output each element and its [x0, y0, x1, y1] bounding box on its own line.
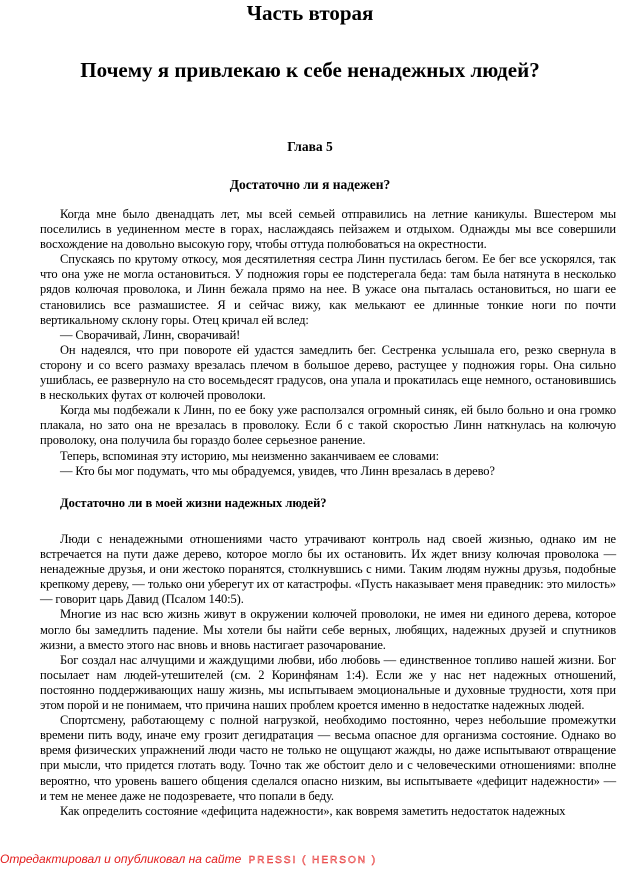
- paragraph: Люди с ненадежными отношениями часто утрачивают контроль над своей жизнью, однако им не встречается на пути даже дерево, которое могло бы их остановить. Их ждет внизу колючая проволока — ненадежные друзья, и они жестоко поранятся, столкнувшись с ними. Таким людям нужны друзья, подобные крепкому дереву, — только они уберегут их от катастрофы. «Пусть наказывает меня праведник: это милость» — говорит царь Давид (Псалом 140:5).: [40, 532, 616, 607]
- paragraph: — Кто бы мог подумать, что мы обрадуемся, увидев, что Линн врезалась в дерево?: [60, 463, 495, 478]
- paragraph: Как определить состояние «дефицита надежности», как вовремя заметить недостаток надежных: [60, 803, 566, 818]
- paragraph: Бог создал нас алчущими и жаждущими любви, ибо любовь — единственное топливо нашей жизни. Бог посылает нам людей-утешителей (см. 2 Коринфянам 1:4). Если же у нас нет надежных отношений, постоянно поддерживающих нашу жизнь, мы испытываем эмоциональные и духовные трудности, хотя при этом порой и не понимаем, что причина наших проблем кроется именно в недостатке надежных людей.: [40, 652, 616, 713]
- paragraph: Он надеялся, что при повороте ей удастся замедлить бег. Сестренка услышала его, резко свернула в сторону и со всего размаху врезалась плечом в большое дерево, растущее у подножия горы. Она сильно ушиблась, ее развернуло на сто восемьдесят градусов, она упала и прокатилась еще немного, остановившись в нескольких футах от колючей проволоки.: [40, 342, 616, 403]
- section-2-body: [40, 532, 616, 819]
- paragraph: Теперь, вспоминая эту историю, мы неизменно заканчиваем ее словами:: [60, 448, 439, 463]
- part-title: Часть вторая: [246, 1, 374, 25]
- paragraph: Многие из нас всю жизнь живут в окружении колючей проволоки, не имея ни единого дерева, которое могло бы замедлить падение. Мы хотели бы найти себе верных, любящих, надежных друзей и спутников жизни, а вместо этого нас вновь и вновь настигает разочарование.: [40, 607, 616, 652]
- part-subtitle: Почему я привлекаю к себе ненадежных людей?: [80, 58, 540, 82]
- paragraph: Когда мы подбежали к Линн, по ее боку уже расползался огромный синяк, ей было больно и она громко плакала, но зато она не врезалась в проволоку. Если б с такой скоростью Линн наткнулась на колючую проволоку, она получила бы гораздо более серьезное ранение.: [40, 403, 616, 448]
- chapter-title: Глава 5: [287, 139, 333, 154]
- paragraph: — Сворачивай, Линн, сворачивай!: [60, 327, 241, 342]
- paragraph: Спускаясь по крутому откосу, моя десятилетняя сестра Линн пустилась бегом. Ее бег все ускорялся, так что она уже не могла остановиться. У подножия горы ее подстерегала беда: там была натянута в несколько рядов колючая проволока, и Линн бежала прямо на нее. В ужасе она пыталась остановиться, но шаги ее становились все размашистее. Я и сейчас вижу, как мелькают ее длинные тонкие ноги по почти вертикальному склону горы. Отец кричал ей вслед:: [40, 252, 616, 327]
- footer-credit: [0, 851, 620, 868]
- footer-text: Отредактировал и опубликовал на сайте: [0, 852, 242, 866]
- paragraph: Спортсмену, работающему с полной нагрузкой, необходимо постоянно, через небольшие промежутки времени пить воду, иначе ему грозит дегидратация — весьма опасное для организма состояние. Однако во время физических упражнений люди часто не только не ощущают жажды, но даже испытывают отвращение при мысли, что придется глотать воду. Точно так же обстоит дело и с человеческими отношениями: вполне вероятно, что уровень вашего общения сделался опасно низким, вы испытываете «дефицит надежности» — и тем не менее даже не подозреваете, что попали в беду.: [40, 713, 616, 803]
- paragraph: Когда мне было двенадцать лет, мы всей семьей отправились на летние каникулы. Вшестером мы поселились в уединенном месте в горах, наслаждаясь пейзажем и отдыхом. Однажды мы все совершили восхождение на довольно высокую гору, чтобы оттуда полюбоваться на окрестности.: [40, 207, 616, 252]
- section-1-body: [40, 207, 616, 479]
- chapter-subtitle: Достаточно ли я надежен?: [229, 177, 391, 192]
- site-logo[interactable]: PRESSI ( HERSON ): [248, 855, 378, 866]
- section-heading: Достаточно ли в моей жизни надежных людей?: [60, 496, 327, 510]
